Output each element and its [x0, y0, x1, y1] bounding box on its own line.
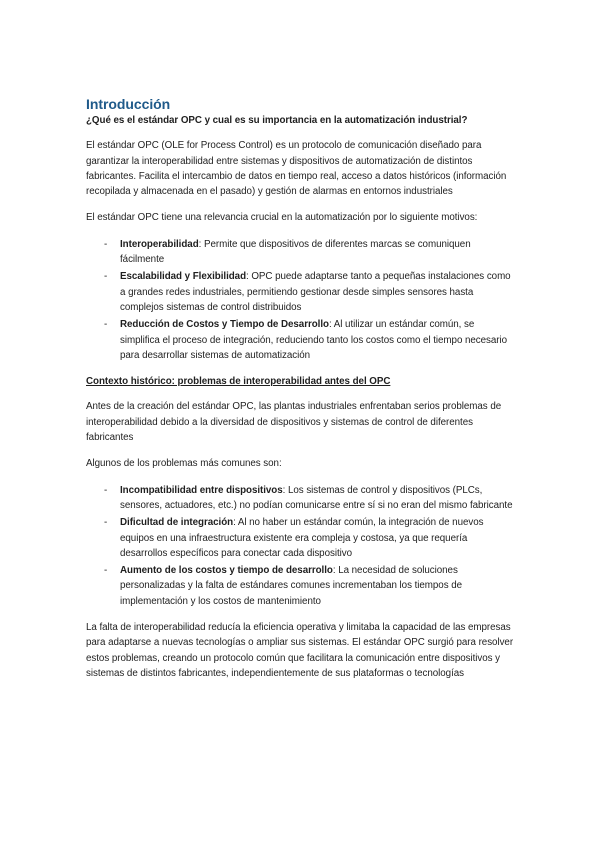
list-item — [86, 269, 516, 315]
list-item — [86, 483, 516, 514]
list-item-term: Reducción de Costos y Tiempo de Desarrollo — [120, 319, 329, 331]
list-item-term: Incompatibilidad entre dispositivos — [120, 484, 283, 496]
document-content — [86, 95, 516, 692]
section-heading: Introducción — [86, 96, 171, 112]
intro-paragraph: El estándar OPC (OLE for Process Control) es un protocolo de comunicación diseñado para garantizar la interoperabilidad entre sistemas y dispositivos de automatización de distintos fabricantes. Facilita el intercambio de datos en tiempo real, acceso a datos históricos (información recopilada y almacenada en el pasado) y gestión de alarmas en entornos industriales — [86, 140, 507, 198]
list-item — [86, 317, 516, 363]
list-item-term: Aumento de los costos y tiempo de desarrollo — [120, 565, 333, 577]
list-item — [86, 515, 516, 561]
list-item-text: : La necesidad de soluciones personalizadas y la falta de estándares comunes incrementaban los tiempos de implementación y los costos de mantenimiento — [120, 565, 463, 607]
list-item-text: : Al no haber un estándar común, la integración de nuevos equipos en una infraestructura existente era compleja y costosa, ya que requería desarrollos específicos para conectar cada dispositivo — [120, 517, 484, 559]
list-item-text: : OPC puede adaptarse tanto a pequeñas instalaciones como a grandes redes industriales, permitiendo gestionar desde simples sensores hasta complejos sistemas de control distribuidos — [120, 271, 511, 313]
list-dash: - — [104, 517, 108, 529]
problems-intro: Algunos de los problemas más comunes son: — [86, 458, 282, 470]
list-dash: - — [104, 238, 108, 250]
conclusion-paragraph: La falta de interoperabilidad reducía la eficiencia operativa y limitaba la capacidad de las empresas para adaptarse a nuevas tecnologías o ampliar sus sistemas. El estándar OPC surgió para resolver estos problemas, creando un protocolo común que facilitara la comunicación entre dispositivos y sistemas de distintos fabricantes, independientemente de sus plataformas o tecnologías — [86, 622, 514, 679]
list-item — [86, 237, 516, 268]
list-item-term: Dificultad de integración — [120, 517, 234, 529]
list-item-text: : Permite que dispositivos de diferentes marcas se comuniquen fácilmente — [120, 238, 471, 266]
history-heading: Contexto histórico: problemas de interoperabilidad antes del OPC — [86, 376, 391, 388]
problems-list — [86, 483, 516, 609]
list-item-term: Interoperabilidad — [120, 238, 199, 250]
section-question: ¿Qué es el estándar OPC y cual es su importancia en la automatización industrial? — [86, 115, 468, 126]
history-paragraph: Antes de la creación del estándar OPC, las plantas industriales enfrentaban serios problemas de interoperabilidad debido a la diversidad de dispositivos y sistemas de control de diferentes fabricantes — [86, 401, 502, 444]
list-item — [86, 563, 516, 609]
list-item-term: Escalabilidad y Flexibilidad — [120, 271, 247, 283]
list-dash: - — [104, 271, 108, 283]
list-dash: - — [104, 484, 108, 496]
list-dash: - — [104, 319, 108, 331]
list-item-text: : Al utilizar un estándar común, se simplifica el proceso de integración, reduciendo tanto los costos como el tiempo necesario para desarrollar sistemas de automatización — [120, 319, 508, 361]
relevance-paragraph: El estándar OPC tiene una relevancia crucial en la automatización por lo siguiente motivos: — [86, 212, 478, 224]
reasons-list — [86, 237, 516, 363]
list-item-text: : Los sistemas de control y dispositivos (PLCs, sensores, actuadores, etc.) no podían comunicarse entre sí si no eran del mismo fabricante — [120, 484, 513, 511]
list-dash: - — [104, 565, 108, 577]
